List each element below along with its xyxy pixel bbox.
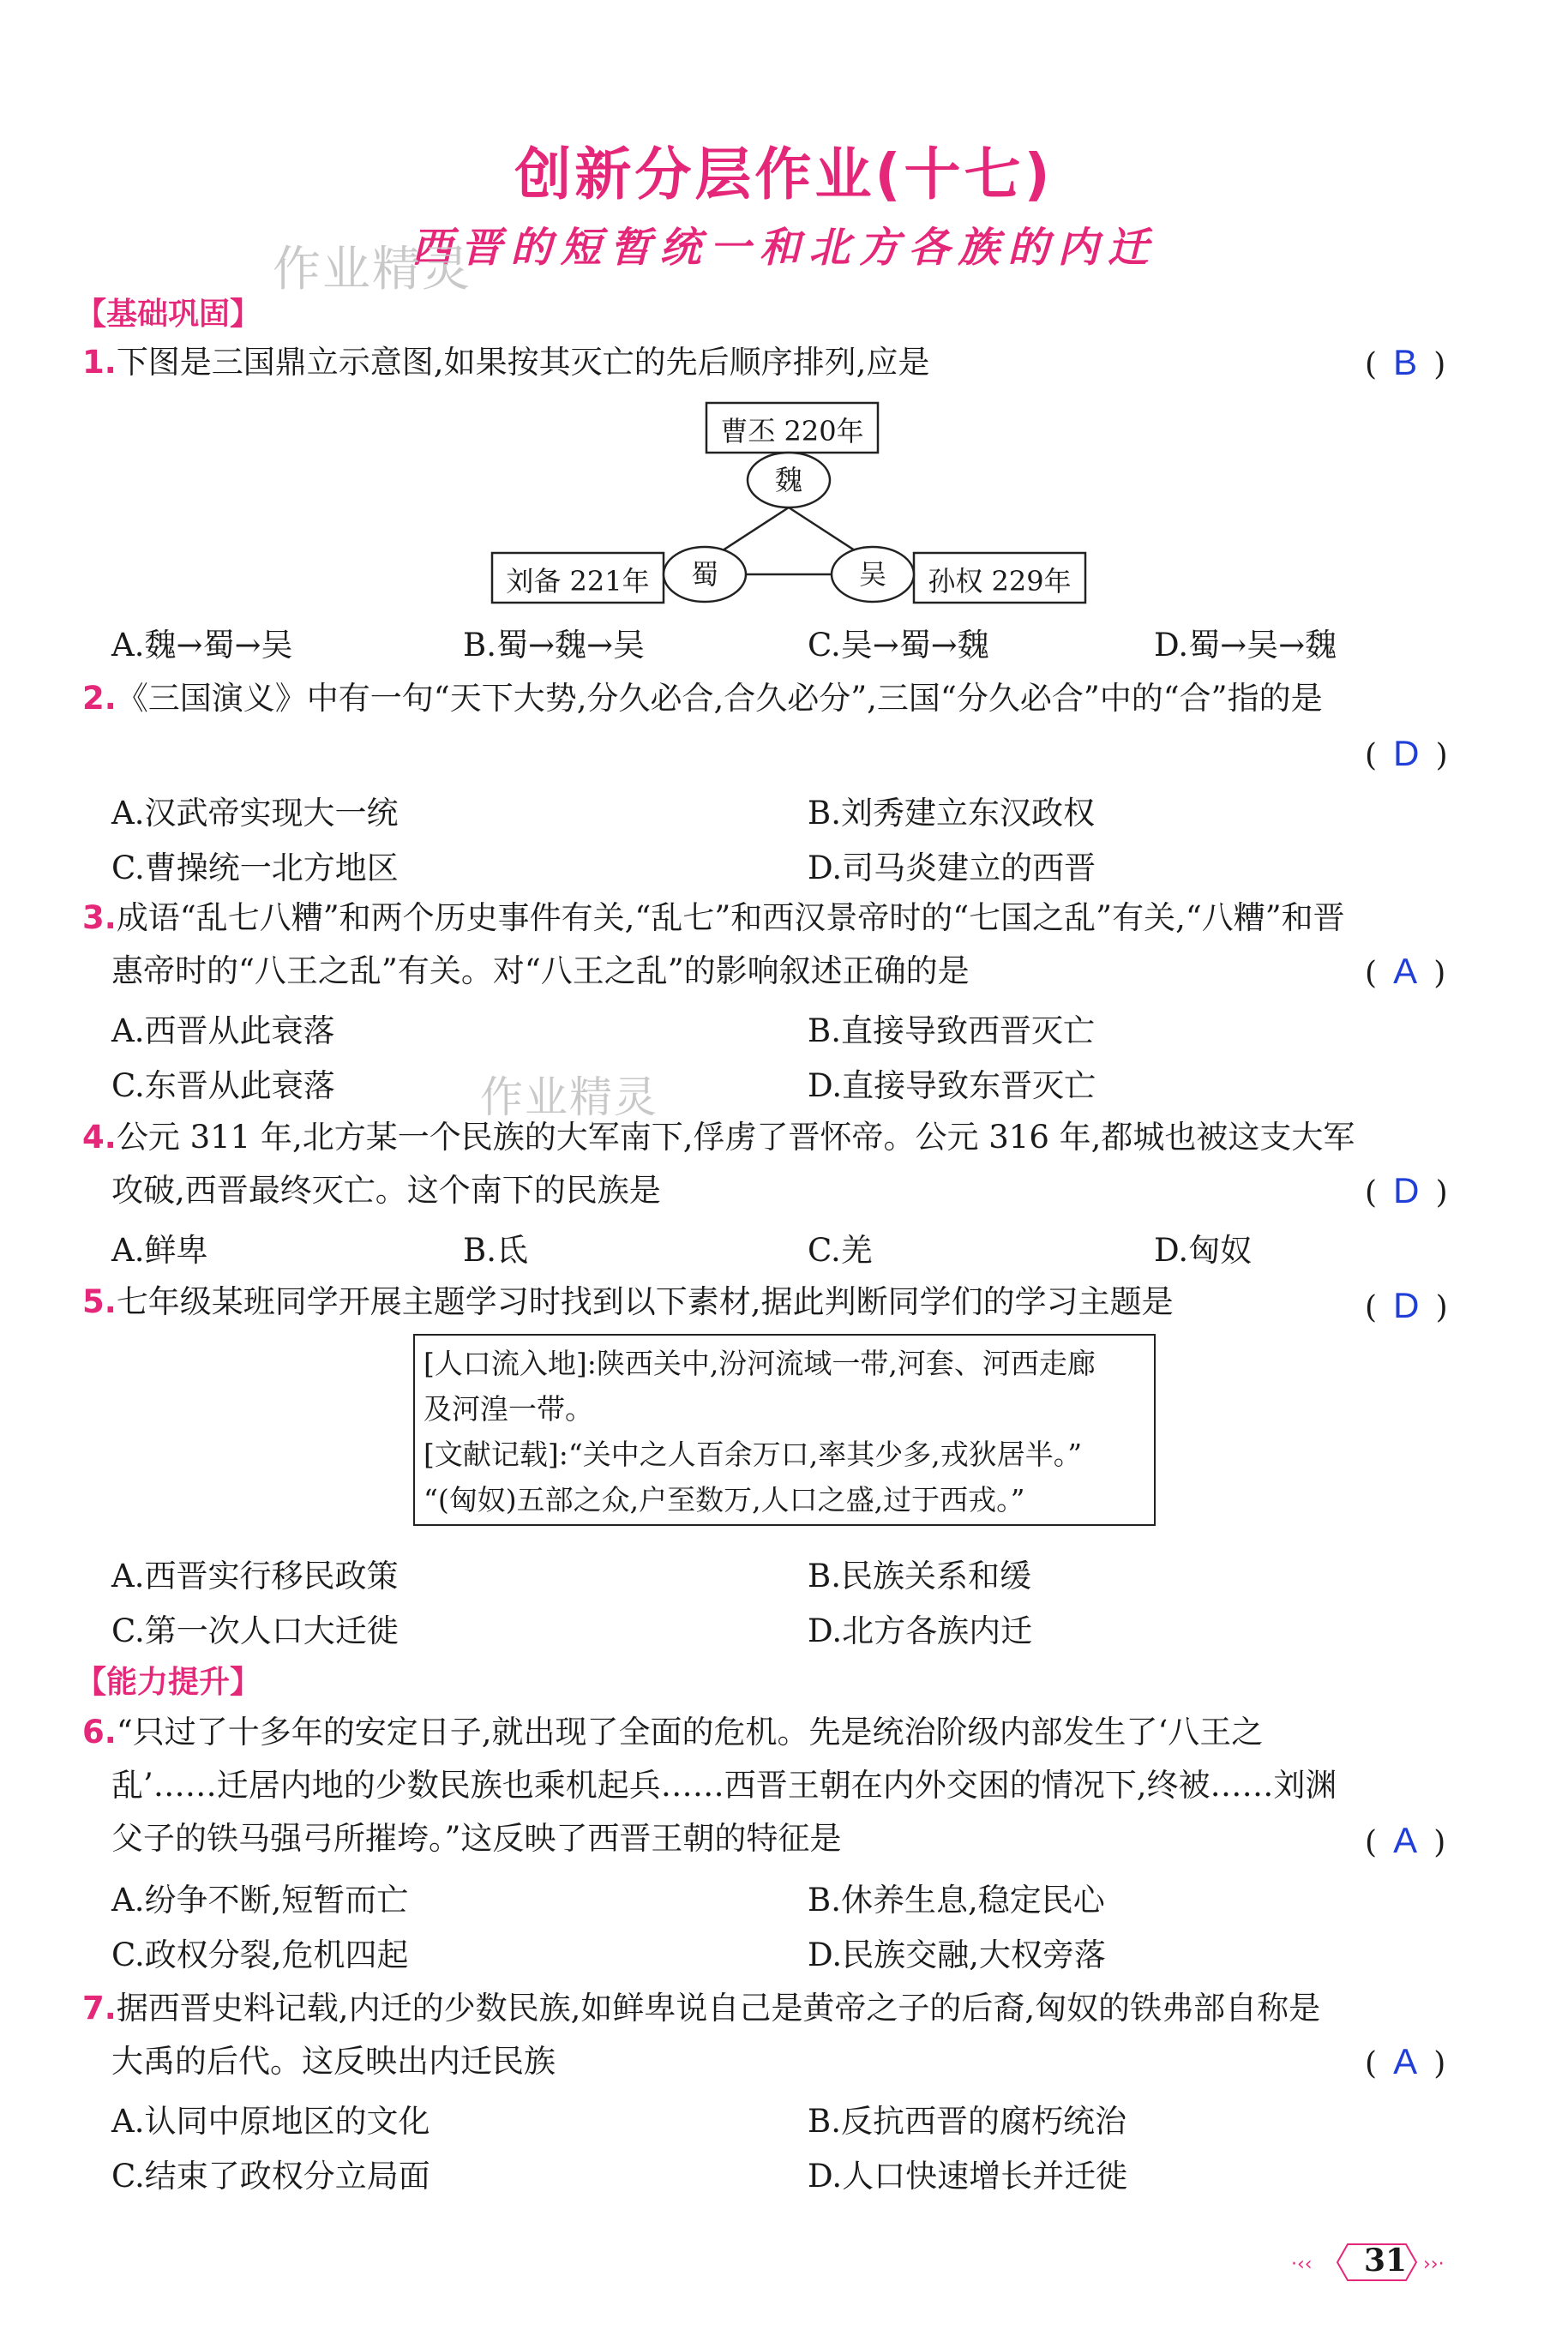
- question-text-line: 大禹的后代。这反映出内迁民族: [111, 2043, 556, 2080]
- question-text: 七年级某班同学开展主题学习时找到以下素材,据此判断同学们的学习主题是: [116, 1283, 1174, 1320]
- label-wu: 吴: [858, 558, 886, 591]
- option-d: D.匈奴: [1154, 1232, 1253, 1269]
- question-number: 1.: [82, 344, 117, 381]
- watermark: 作业精灵: [273, 242, 472, 297]
- question-text-line: 攻破,西晋最终灭亡。这个南下的民族是: [111, 1172, 661, 1209]
- option-a: A.西晋实行移民政策: [111, 1558, 399, 1594]
- option-c: C.政权分裂,危机四起: [111, 1937, 409, 1973]
- svg-text:·‹‹: ·‹‹: [1291, 2254, 1313, 2275]
- material-box: [413, 1334, 1156, 1526]
- option-d: D.蜀→吴→魏: [1154, 627, 1337, 664]
- material-line: 及河湟一带。: [424, 1392, 593, 1426]
- option-a: A.认同中原地区的文化: [111, 2103, 430, 2140]
- box-liubei: 刘备 221年: [506, 565, 650, 598]
- option-a: A.魏→蜀→吴: [111, 627, 293, 664]
- question-2: [82, 672, 1471, 725]
- page-subtitle: 西晋的短暂统一和北方各族的内迁: [411, 224, 1157, 272]
- answer-bracket: ( B ): [1365, 342, 1446, 382]
- option-d: D.直接导致东晋灭亡: [808, 1067, 1096, 1104]
- material-line: [人口流入地]:陕西关中,汾河流域一带,河套、河西走廊: [424, 1347, 1096, 1380]
- question-number: 5.: [82, 1283, 117, 1320]
- material-line: “(匈奴)五部之众,户至数万,人口之盛,过于西戎。”: [424, 1483, 1025, 1516]
- answer-mark: A: [1393, 951, 1418, 991]
- question-text: 据西晋史料记载,内迁的少数民族,如鲜卑说自己是黄帝之子的后裔,匈奴的铁弗部自称是: [116, 1990, 1321, 2027]
- option-d: D.民族交融,大权旁落: [808, 1937, 1106, 1973]
- question-1: [82, 336, 1471, 389]
- option-b: B.直接导致西晋灭亡: [808, 1012, 1095, 1049]
- option-d: D.司马炎建立的西晋: [808, 850, 1096, 886]
- question-text: 《三国演义》中有一句“天下大势,分久必合,合久必分”,三国“分久必合”中的“合”指的是: [116, 680, 1323, 717]
- label-wei: 魏: [774, 464, 802, 496]
- option-b: B.刘秀建立东汉政权: [808, 795, 1095, 832]
- answer-bracket: ( A ): [1365, 2041, 1446, 2081]
- material-line: [文献记载]:“关中之人百余万口,率其少多,戎狄居半。”: [424, 1438, 1083, 1471]
- answer-bracket: ( A ): [1365, 1820, 1446, 1860]
- answer-bracket: ( D ): [1365, 1170, 1448, 1210]
- question-text: “只过了十多年的安定日子,就出现了全面的危机。先是统治阶级内部发生了‘八王之: [116, 1714, 1264, 1750]
- watermark: 作业精灵: [480, 1072, 658, 1122]
- answer-mark: D: [1393, 733, 1420, 773]
- box-caopi: 曹丕 220年: [720, 415, 864, 447]
- option-d: D.北方各族内迁: [808, 1612, 1033, 1649]
- question-number: 6.: [82, 1714, 117, 1750]
- label-shu: 蜀: [690, 558, 718, 591]
- question-text-line: 惠帝时的“八王之乱”有关。对“八王之乱”的影响叙述正确的是: [111, 952, 970, 989]
- section-basic: 【基础巩固】: [75, 297, 261, 332]
- option-b: B.氐: [463, 1232, 528, 1269]
- answer-mark: B: [1393, 342, 1418, 382]
- svg-text:››·: ››·: [1423, 2254, 1445, 2275]
- section-advanced: 【能力提升】: [75, 1665, 261, 1700]
- option-c: C.吴→蜀→魏: [808, 627, 989, 664]
- question-number: 4.: [82, 1119, 117, 1156]
- answer-bracket: ( A ): [1365, 951, 1446, 991]
- page-title: 创新分层作业(十七): [514, 141, 1054, 207]
- question-text-line: 父子的铁马强弓所摧垮。”这反映了西晋王朝的特征是: [111, 1820, 842, 1857]
- answer-bracket: ( D ): [1365, 1285, 1448, 1325]
- option-a: A.汉武帝实现大一统: [111, 795, 399, 832]
- question-number: 7.: [82, 1990, 117, 2027]
- question-text: 下图是三国鼎立示意图,如果按其灭亡的先后顺序排列,应是: [116, 344, 930, 381]
- option-d: D.人口快速增长并迁徙: [808, 2158, 1128, 2195]
- question-3: [82, 892, 1471, 998]
- answer-mark: D: [1393, 1285, 1420, 1325]
- option-a: A.纷争不断,短暂而亡: [111, 1882, 409, 1919]
- option-b: B.民族关系和缓: [808, 1558, 1031, 1594]
- question-text: 公元 311 年,北方某一个民族的大军南下,俘虏了晋怀帝。公元 316 年,都城也被这支大军: [116, 1119, 1355, 1156]
- question-text: 成语“乱七八糟”和两个历史事件有关,“乱七”和西汉景帝时的“七国之乱”有关,“八糟”和晋: [116, 899, 1345, 936]
- option-b: B.反抗西晋的腐朽统治: [808, 2103, 1126, 2140]
- question-7: [82, 1982, 1471, 2088]
- option-a: A.鲜卑: [111, 1232, 208, 1269]
- answer-mark: A: [1393, 1820, 1418, 1860]
- option-a: A.西晋从此衰落: [111, 1012, 335, 1049]
- answer-mark: A: [1393, 2041, 1418, 2081]
- option-c: C.东晋从此衰落: [111, 1067, 335, 1104]
- option-c: C.结束了政权分立局面: [111, 2158, 430, 2195]
- question-4: [82, 1111, 1471, 1217]
- option-b: B.休养生息,稳定民心: [808, 1882, 1105, 1919]
- page-number: 31: [1363, 2243, 1408, 2279]
- option-c: C.羌: [808, 1232, 873, 1269]
- question-text-line: 乱’……迁居内地的少数民族也乘机起兵……西晋王朝在内外交困的情况下,终被……刘渊: [111, 1767, 1337, 1804]
- question-5: [82, 1276, 1471, 1329]
- option-c: C.第一次人口大迁徙: [111, 1612, 399, 1649]
- answer-mark: D: [1393, 1170, 1420, 1210]
- question-number: 3.: [82, 899, 117, 936]
- box-sunquan: 孙权 229年: [928, 565, 1072, 598]
- question-number: 2.: [82, 680, 117, 717]
- option-b: B.蜀→魏→吴: [463, 627, 645, 664]
- question-6: [82, 1706, 1471, 1865]
- answer-bracket: ( D ): [1365, 733, 1448, 773]
- option-c: C.曹操统一北方地区: [111, 850, 399, 886]
